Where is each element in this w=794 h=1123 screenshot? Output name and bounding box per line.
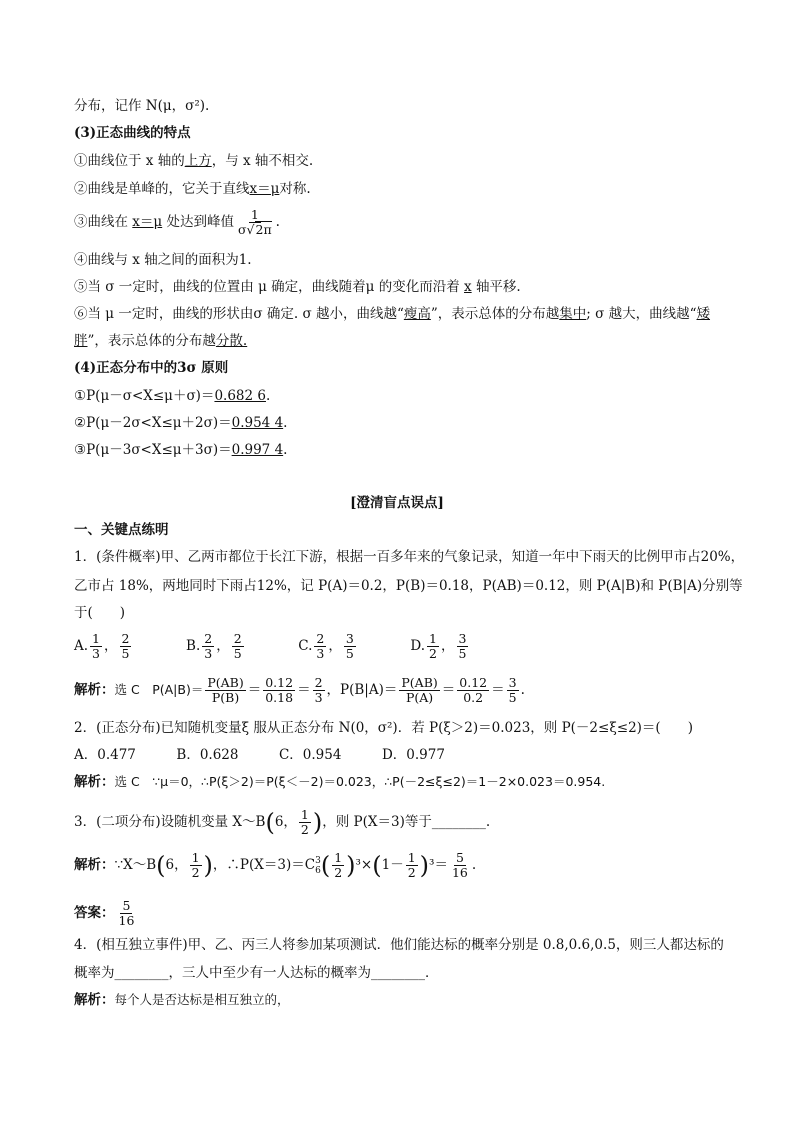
text-line: 于( ) [74, 605, 126, 621]
fraction: $\frac{1}{\sigma√2\pi}$ [237, 207, 272, 237]
text-line: ④曲线与 x 轴之间的面积为1. [74, 252, 252, 268]
question-3: 3．(二项分布)设随机变量 X～B(6， $\frac{1}{2}$ )，则 P(X＝3)等于________. [74, 807, 491, 837]
question-1: 1．(条件概率)甲、乙两市都位于长江下游，根据一百多年来的气象记录，知道一年中下雨天的比例甲市占20%， [74, 549, 745, 565]
text-line: 分布，记作 N(μ，σ²). [74, 98, 210, 114]
text-line: ①曲线位于 x 轴的上方，与 x 轴不相交. [74, 153, 314, 169]
text-line: ②曲线是单峰的，它关于直线x＝μ对称. [74, 181, 311, 197]
text-line: 乙市占 18%，两地同时下雨占12%，记 P(A)＝0.2，P(B)＝0.18，P(AB)＝0.12，则 P(A|B)和 P(B|A)分别等 [74, 578, 743, 594]
question-4: 4．(相互独立事件)甲、乙、丙三人将参加某项测试．他们能达标的概率分别是 0.8,0.6,0.5，则三人都达标的 [74, 937, 724, 953]
question-2: 2．(正态分布)已知随机变量ξ 服从正态分布 N(0，σ²)．若 P(ξ＞2)＝0.023，则 P(－2≤ξ≤2)＝( ) [74, 720, 693, 736]
text-line: ③P(μ－3σ<X≤μ＋3σ)＝0.997 4. [74, 442, 288, 458]
solution-3: 解析：∵X～B(6， $\frac{1}{2}$ )，∴P(X＝3)＝C 3 6 ( $\frac{1}{2}$ )³×(1－ $\frac{1}{2}$ )³＝ $\frac{5}{16}$ . [74, 850, 477, 880]
text-line: ③曲线在 x＝μ 处达到峰值 $\frac{1}{\sigma√2\pi}$ . [74, 207, 280, 237]
solution-2: 解析：选 C ∵μ＝0，∴P(ξ＞2)＝P(ξ＜－2)＝0.023，∴P(－2≤ξ≤2)＝1－2×0.023＝0.954. [74, 774, 606, 790]
option-a: A. $\frac{1}{3}$ ， $\frac{2}{5}$ [74, 631, 130, 661]
text-line: ①P(μ－σ<X≤μ＋σ)＝0.682 6. [74, 388, 271, 404]
option-d: D. $\frac{1}{2}$ ， $\frac{3}{5}$ [410, 631, 467, 661]
option-b: B. $\frac{2}{3}$ ， $\frac{2}{5}$ [186, 631, 242, 661]
text-line: (3)正态曲线的特点 [74, 125, 191, 141]
section-title: [澄清盲点误点] [350, 495, 444, 511]
text-line: ⑤当 σ 一定时，曲线的位置由 μ 确定，曲线随着μ 的变化而沿着 x 轴平移. [74, 279, 521, 295]
solution-4: 解析：每个人是否达标是相互独立的， [74, 992, 290, 1008]
answer-3: 答案： $\frac{5}{16}$ [74, 898, 135, 928]
sub-title: 一、关键点练明 [74, 522, 169, 538]
text-line: 胖”，表示总体的分布越分散. [74, 333, 248, 349]
text-line: (4)正态分布中的3σ 原则 [74, 360, 229, 376]
text-line: 概率为________，三人中至少有一人达标的概率为________． [74, 965, 439, 981]
text-line: ②P(μ－2σ<X≤μ＋2σ)＝0.954 4. [74, 415, 288, 431]
solution-1: 解析：选 C P(A|B)＝ $\frac{P(AB)}{P(B)}$ ＝ $\frac{0.12}{0.18}$ ＝ $\frac{2}{3}$ ，P(B|A)＝ $\frac{P(AB)}{P(A)}$ ＝ $\frac{0.12}{0.2}$ ＝ $\frac{3}{5}$ . [74, 675, 525, 705]
option-c: C. $\frac{2}{3}$ ， $\frac{3}{5}$ [298, 631, 354, 661]
options-row: A．0.477 B．0.628 C．0.954 D．0.977 [74, 747, 445, 763]
text-line: ⑥当 μ 一定时，曲线的形状由σ 确定. σ 越小，曲线越“瘦高”，表示总体的分布越集中; σ 越大，曲线越“矮 [74, 306, 711, 322]
options-row [74, 628, 470, 664]
